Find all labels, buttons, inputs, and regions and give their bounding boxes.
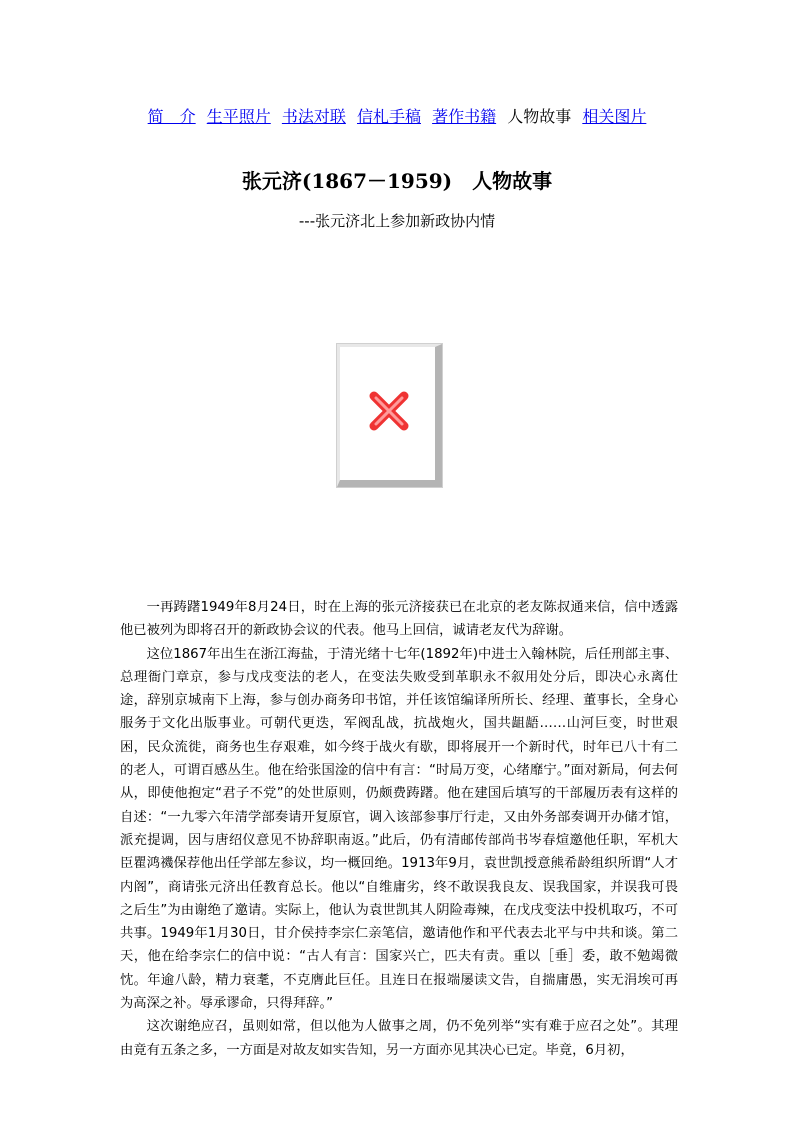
nav-link-photos[interactable]: 生平照片 [206,107,271,126]
nav-link-books[interactable]: 著作书籍 [432,107,497,126]
article-body [120,596,678,1062]
nav-link-letters[interactable]: 信札手稿 [356,107,421,126]
nav-link-calligraphy[interactable]: 书法对联 [281,107,346,126]
paragraph-3: 这次谢绝应召，虽则如常，但以他为人做事之周，仍不免列举“实有难于应召之处”。其理由竟有五条之多，一方面是对故友如实告知，另一方面亦见其决心已定。毕竟，6月初， [120,1019,678,1058]
nav-link-intro[interactable]: 简 介 [147,107,196,126]
page-title: 张元济(1867－1959) 人物故事 [241,169,553,193]
page-subtitle: ---张元济北上参加新政协内情 [298,212,496,230]
nav-link-pictures[interactable]: 相关图片 [582,107,647,126]
broken-image-icon [365,387,413,435]
broken-image-placeholder [337,344,442,487]
paragraph-1: 一再踌躇1949年8月24日，时在上海的张元济接获已在北京的老友陈叔通来信，信中透露他已被列为即将召开的新政协会议的代表。他马上回信，诚请老友代为辞谢。 [120,600,678,639]
paragraph-2: 这位1867年出生在浙江海盐，于清光绪十七年(1892年)中进士入翰林院，后任刑部主事、总理衙门章京，参与戊戌变法的老人，在变法失败受到革职永不叙用处分后，即决心永离仕途，辞别京城南下上海，参与创办商务印书馆，并任该馆编译所所长、经理、董事长，全身心服务于文化出版事业。可朝代更迭，军阀乱战，抗战炮火，国共龃龉……山河巨变，时世艰困，民众流徙，商务也生存艰难，如今终于战火有歇，即将展开一个新时代，时年已八十有二的老人，可谓百感丛生。他在给张国淦的信中有言：“时局万变，心绪靡宁。”面对新局，何去何从，即使他抱定“君子不党”的处世原则，仍颇费踌躇。他在建国后填写的干部履历表有这样的自述：“一九零六年清学部奏请开复原官，调入该部参事厅行走，又由外务部奏调开办储才馆，派充提调，因与唐绍仪意见不协辞职南返。”此后，仍有清邮传部尚书岑春煊邀他任职，军机大臣瞿鸿禨保荐他出任学部左参议，均一概回绝。1913年9月，袁世凯授意熊希龄组织所谓“人才内阁”，商请张元济出任教育总长。他以“自维庸劣，终不敢误我良友、误我国家，并误我可畏之后生”为由谢绝了邀请。实际上，他认为袁世凯其人阴险毒辣，在戊戌变法中投机取巧，不可共事。1949年1月30日，甘介侯持李宗仁亲笔信，邀请他作和平代表去北平与中共和谈。第二天，他在给李宗仁的信中说：“古人有言：国家兴亡，匹夫有责。重以［垂］委，敢不勉竭微忱。年逾八龄，精力衰耄，不克膺此巨任。且连日在报端屡读文告，自揣庸愚，实无涓埃可再为高深之补。辱承谬命，只得拜辞。” [120,646,678,1012]
top-nav [0,106,794,128]
nav-current-stories: 人物故事 [507,107,572,126]
